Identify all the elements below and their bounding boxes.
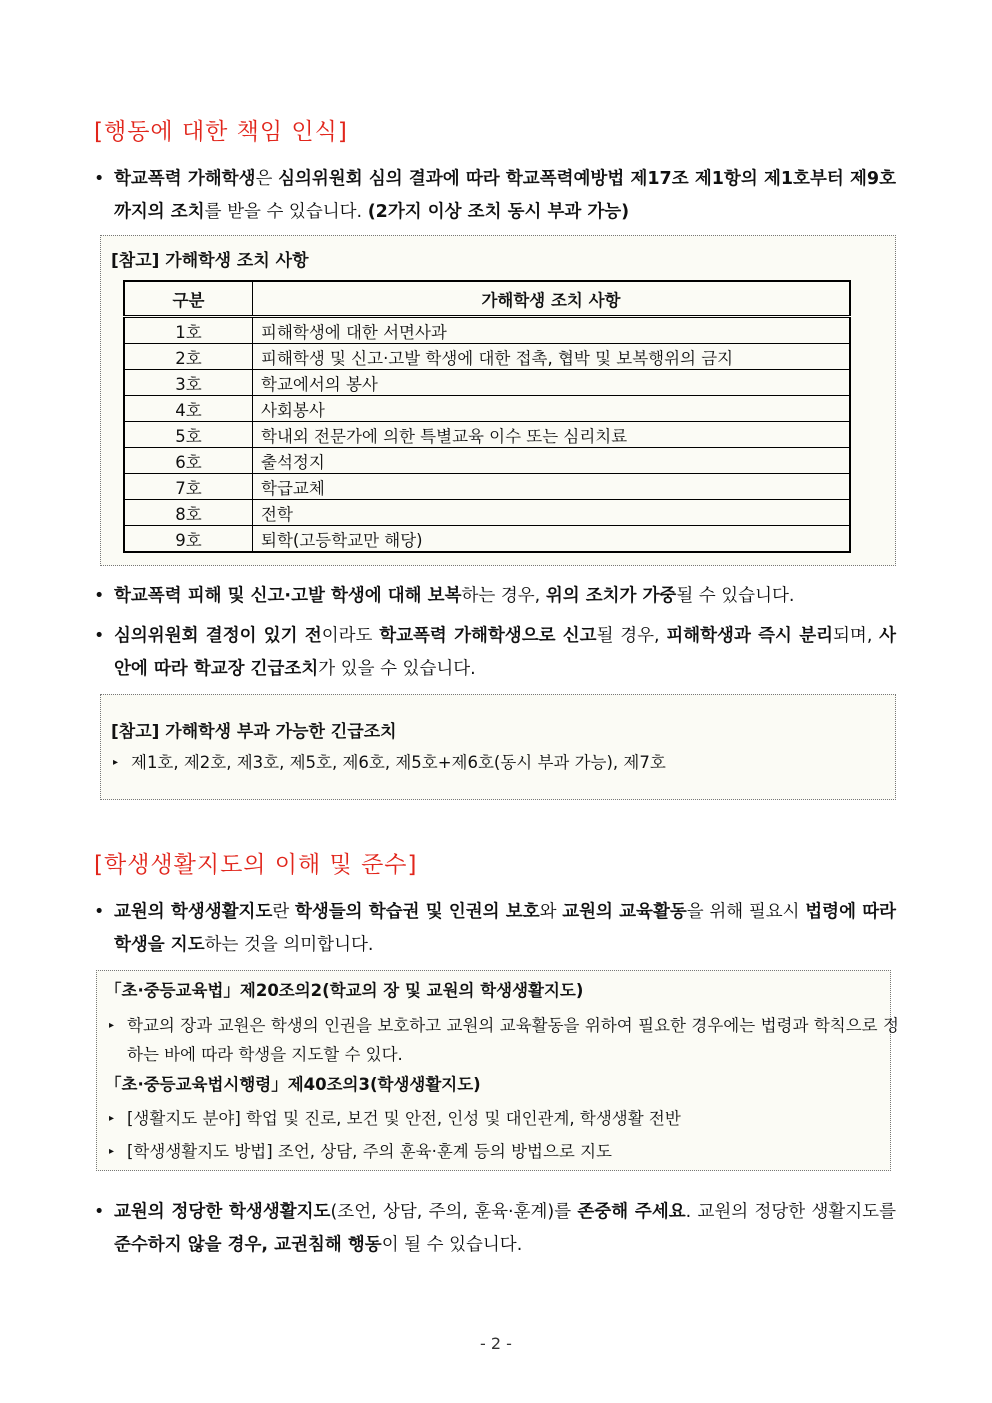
bullet-respect-guidance: • 교원의 정당한 학생생활지도(조언, 상담, 주의, 훈육·훈계)를 존중해 주세요. 교원의 정당한 생활지도를 준수하지 않을 경우, 교권침해 행동이 될 수 있습니다.	[94, 1196, 896, 1262]
row-number: 5호	[124, 422, 253, 448]
table-row	[124, 474, 850, 500]
row-description: 학내외 전문가에 의한 특별교육 이수 또는 심리치료	[253, 422, 851, 448]
reference-box-measures	[100, 235, 896, 566]
reference-box-emergency	[100, 694, 896, 800]
section-title-responsibility: [행동에 대한 책임 인식]	[94, 119, 348, 145]
table-row	[124, 317, 850, 344]
triangle-bullet-icon: ▸	[109, 1113, 115, 1124]
row-description: 사회봉사	[253, 396, 851, 422]
triangle-bullet-icon: ▸	[109, 1146, 115, 1157]
row-description: 퇴학(고등학교만 해당)	[253, 526, 851, 553]
row-description: 피해학생 및 신고·고발 학생에 대한 접촉, 협박 및 보복행위의 금지	[253, 344, 851, 370]
reference-box-law	[96, 970, 899, 1171]
row-number: 3호	[124, 370, 253, 396]
bullet-dot: •	[94, 626, 105, 646]
table-row	[124, 526, 850, 553]
table-header-measure: 가해학생 조치 사항	[253, 281, 851, 317]
row-number: 9호	[124, 526, 253, 553]
bullet-dot: •	[94, 169, 105, 189]
reference-title: [참고] 가해학생 조치 사항	[111, 251, 309, 271]
row-number: 4호	[124, 396, 253, 422]
page-number: - 2 -	[480, 1334, 512, 1353]
measures-table	[123, 280, 851, 553]
table-row	[124, 344, 850, 370]
row-description: 출석정지	[253, 448, 851, 474]
bullet-measures: • 학교폭력 가해학생은 심의위원회 심의 결과에 따라 학교폭력예방법 제17조 제1항의 제1호부터 제9호까지의 조치를 받을 수 있습니다. (2가지 이상 조치 동시 부과 가능)	[94, 163, 896, 229]
section-title-guidance: [학생생활지도의 이해 및 준수]	[94, 852, 418, 878]
row-description: 학교에서의 봉사	[253, 370, 851, 396]
law-item: ▸ [생활지도 분야] 학업 및 진로, 보건 및 안전, 인성 및 대인관계, 학생생활 전반	[103, 1104, 681, 1133]
row-description: 피해학생에 대한 서면사과	[253, 317, 851, 344]
row-number: 2호	[124, 344, 253, 370]
reference-title: [참고] 가해학생 부과 가능한 긴급조치	[111, 722, 397, 742]
table-row	[124, 500, 850, 526]
bullet-dot: •	[94, 586, 105, 606]
table-row	[124, 448, 850, 474]
table-header-category: 구분	[124, 281, 253, 317]
row-number: 8호	[124, 500, 253, 526]
row-description: 전학	[253, 500, 851, 526]
row-number: 1호	[124, 317, 253, 344]
table-row	[124, 370, 850, 396]
table-row	[124, 422, 850, 448]
law-title-enforcement-decree: 「초·중등교육법시행령」제40조의3(학생생활지도)	[105, 1075, 481, 1094]
bullet-retaliation: • 학교폭력 피해 및 신고·고발 학생에 대해 보복하는 경우, 위의 조치가 가중될 수 있습니다.	[94, 580, 896, 613]
law-title-education-act: 「초·중등교육법」제20조의2(학교의 장 및 교원의 학생생활지도)	[105, 981, 584, 1000]
row-number: 6호	[124, 448, 253, 474]
triangle-bullet-icon: ▸	[113, 757, 119, 768]
law-item: ▸ 학교의 장과 교원은 학생의 인권을 보호하고 교원의 교육활동을 위하여 필요한 경우에는 법령과 학칙으로 정하는 바에 따라 학생을 지도할 수 있다.	[103, 1011, 899, 1069]
bullet-guidance-definition: • 교원의 학생생활지도란 학생들의 학습권 및 인권의 보호와 교원의 교육활동을 위해 필요시 법령에 따라 학생을 지도하는 것을 의미합니다.	[94, 896, 896, 962]
law-item: ▸ [학생생활지도 방법] 조언, 상담, 주의 훈육·훈계 등의 방법으로 지도	[103, 1137, 612, 1166]
row-description: 학급교체	[253, 474, 851, 500]
bullet-separation: • 심의위원회 결정이 있기 전이라도 학교폭력 가해학생으로 신고될 경우, 피해학생과 즉시 분리되며, 사안에 따라 학교장 긴급조치가 있을 수 있습니다.	[94, 620, 896, 686]
row-number: 7호	[124, 474, 253, 500]
bullet-dot: •	[94, 902, 105, 922]
bullet-dot: •	[94, 1202, 105, 1222]
table-row	[124, 396, 850, 422]
emergency-measures-item: ▸ 제1호, 제2호, 제3호, 제5호, 제6호, 제5호+제6호(동시 부과 가능), 제7호	[107, 748, 666, 777]
triangle-bullet-icon: ▸	[109, 1020, 115, 1031]
